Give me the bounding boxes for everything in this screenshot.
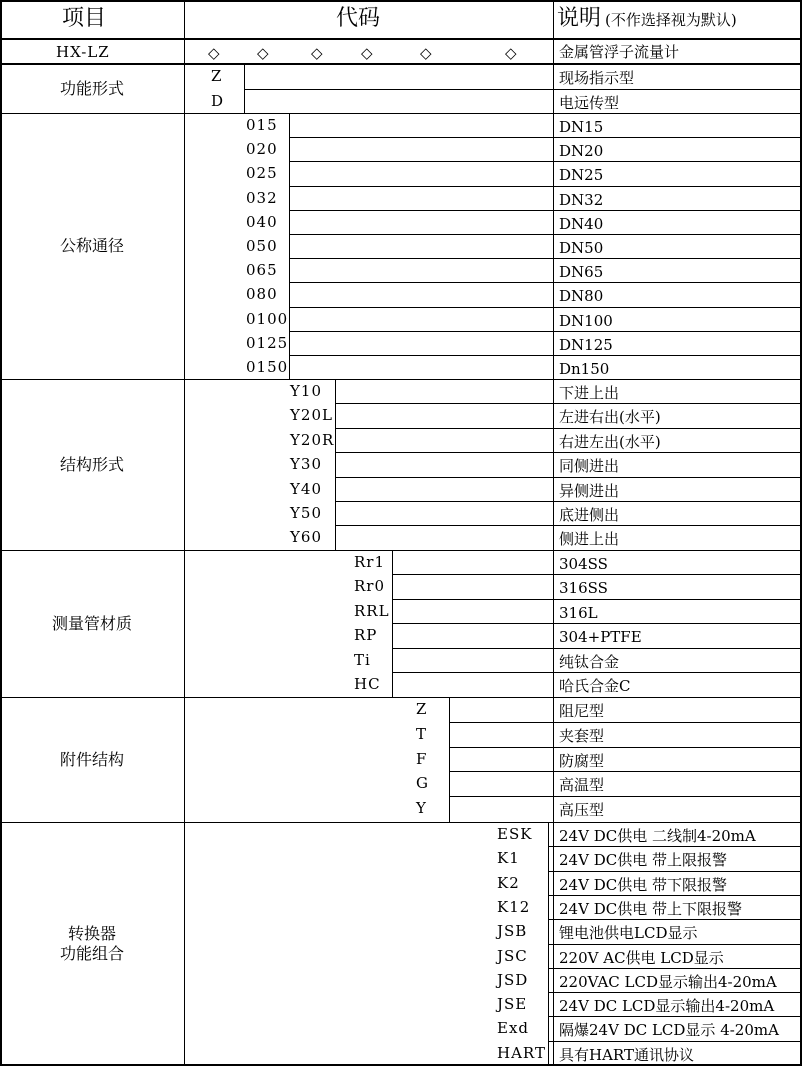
option-desc: 异侧进出: [559, 481, 620, 500]
option-desc: 同侧进出: [559, 457, 620, 476]
row-rule: [335, 477, 801, 478]
option-desc: 隔爆24V DC LCD显示 4-20mA: [559, 1021, 779, 1040]
section-rule: [0, 64, 802, 65]
row-rule: [548, 1016, 801, 1017]
header-rule: [0, 38, 802, 40]
option-code: G: [416, 774, 429, 793]
diamond-marker: ◇: [361, 44, 373, 62]
row-rule: [449, 771, 801, 772]
row-rule: [289, 331, 801, 332]
section-label: 附件结构: [59, 749, 124, 769]
model-code: HX-LZ: [56, 43, 110, 61]
option-desc: 高压型: [559, 801, 605, 820]
row-rule: [548, 871, 801, 872]
option-desc: DN40: [559, 214, 604, 233]
model-desc: 金属管浮子流量计: [559, 43, 680, 61]
option-desc: 24V DC供电 带上限报警: [559, 851, 727, 870]
diamond-marker: ◇: [505, 44, 517, 62]
option-code: T: [416, 724, 428, 743]
option-code: K12: [497, 897, 531, 916]
header-desc: 说明: [557, 6, 602, 31]
option-desc: 电远传型: [559, 93, 620, 112]
option-desc: 夹套型: [559, 726, 605, 745]
option-code: 050: [246, 237, 278, 255]
option-desc: 底进侧出: [559, 506, 620, 524]
section-rule: [0, 113, 802, 114]
option-desc: 阻尼型: [559, 702, 605, 720]
row-rule: [335, 525, 801, 526]
header-item: 项目: [62, 6, 107, 31]
diamond-marker: ◇: [257, 44, 269, 62]
option-desc: 右进左出(水平): [559, 432, 661, 451]
code-rule: [449, 697, 450, 822]
option-desc: 锂电池供电LCD显示: [559, 924, 698, 943]
row-rule: [289, 186, 801, 187]
option-desc: DN100: [559, 311, 613, 330]
option-code: RRL: [354, 601, 390, 620]
item-col-rule: [184, 0, 185, 1066]
row-rule: [548, 919, 801, 920]
diamond-marker: ◇: [420, 44, 432, 62]
option-code: Y: [416, 799, 427, 818]
section-label: 转换器 功能组合: [59, 923, 124, 963]
option-code: HC: [354, 675, 381, 693]
option-code: 0100: [246, 309, 289, 328]
option-code: Exd: [497, 1019, 530, 1038]
option-code: 025: [246, 164, 278, 183]
option-code: Ti: [354, 650, 371, 669]
option-desc: 现场指示型: [559, 69, 635, 87]
option-desc: 24V DC供电 带上下限报警: [559, 899, 742, 918]
row-rule: [392, 672, 801, 673]
option-code: D: [211, 91, 225, 110]
option-code: JSC: [497, 946, 528, 965]
option-desc: 304+PTFE: [559, 628, 642, 647]
row-rule: [449, 747, 801, 748]
option-code: Y60: [290, 528, 322, 547]
option-code: Y40: [290, 479, 322, 498]
option-desc: Dn150: [559, 360, 610, 378]
option-code: Y30: [290, 455, 322, 474]
option-desc: 220VAC LCD显示输出4-20mA: [559, 972, 777, 991]
section-label: 功能形式: [59, 78, 124, 98]
option-code: 020: [246, 140, 278, 159]
row-rule: [335, 452, 801, 453]
option-code: 065: [246, 261, 278, 280]
option-code: JSD: [497, 970, 529, 989]
row-rule: [289, 307, 801, 308]
option-code: Y50: [290, 504, 322, 522]
option-desc: DN25: [559, 166, 604, 185]
row-rule: [548, 992, 801, 993]
option-desc: DN80: [559, 287, 604, 306]
row-rule: [289, 355, 801, 356]
option-desc: 220V AC供电 LCD显示: [559, 948, 724, 967]
option-code: Z: [416, 700, 428, 718]
section-rule: [0, 550, 802, 551]
option-code: ESK: [497, 825, 533, 843]
row-rule: [449, 796, 801, 797]
row-rule: [392, 599, 801, 600]
option-desc: 纯钛合金: [559, 652, 620, 671]
option-desc: 哈氏合金C: [559, 677, 631, 695]
row-rule: [335, 428, 801, 429]
option-desc: 下进上出: [559, 384, 620, 402]
option-desc: 24V DC LCD显示输出4-20mA: [559, 997, 775, 1016]
option-desc: 侧进上出: [559, 530, 620, 549]
option-desc: 左进右出(水平): [559, 408, 661, 427]
option-desc: 316L: [559, 603, 598, 622]
option-code: 032: [246, 188, 278, 207]
code-rule: [335, 379, 336, 550]
option-desc: DN15: [559, 118, 604, 136]
option-code: Rr1: [354, 553, 386, 571]
option-code: Z: [211, 67, 223, 85]
diamond-marker: ◇: [311, 44, 323, 62]
row-rule: [548, 1041, 801, 1042]
option-code: RP: [354, 626, 378, 645]
diamond-marker: ◇: [208, 44, 220, 62]
frame-left: [0, 0, 2, 1066]
desc-col-rule: [553, 0, 554, 1066]
option-desc: 316SS: [559, 579, 608, 598]
option-code: Y20L: [290, 406, 333, 425]
row-rule: [449, 722, 801, 723]
option-desc: DN125: [559, 335, 613, 354]
header-code: 代码: [336, 6, 381, 31]
option-desc: 具有HART通讯协议: [559, 1045, 694, 1064]
row-rule: [289, 258, 801, 259]
row-rule: [548, 895, 801, 896]
row-rule: [392, 648, 801, 649]
option-code: K2: [497, 873, 520, 892]
section-rule: [0, 379, 802, 380]
option-desc: DN32: [559, 190, 604, 209]
option-code: Rr0: [354, 577, 386, 596]
row-rule: [548, 846, 801, 847]
option-code: Y10: [290, 382, 322, 400]
row-rule: [548, 968, 801, 969]
row-rule: [289, 137, 801, 138]
option-desc: DN65: [559, 263, 604, 282]
row-rule: [244, 89, 801, 90]
row-rule: [548, 944, 801, 945]
option-code: 0125: [246, 333, 289, 352]
frame-top: [0, 0, 802, 2]
option-desc: 304SS: [559, 555, 608, 573]
row-rule: [392, 574, 801, 575]
option-desc: 24V DC供电 二线制4-20mA: [559, 827, 756, 845]
section-label: 测量管材质: [51, 613, 132, 633]
option-desc: 防腐型: [559, 751, 605, 770]
option-code: HART: [497, 1043, 546, 1062]
section-rule: [0, 697, 802, 698]
row-rule: [392, 623, 801, 624]
option-desc: 高温型: [559, 776, 605, 795]
option-code: JSE: [497, 995, 528, 1014]
code-rule: [289, 113, 290, 379]
option-code: K1: [497, 849, 520, 868]
option-code: 040: [246, 212, 278, 231]
option-code: Y20R: [290, 430, 335, 449]
row-rule: [289, 210, 801, 211]
option-code: JSB: [497, 922, 528, 941]
option-code: 080: [246, 285, 278, 304]
header-desc-note: (不作选择视为默认): [605, 11, 737, 29]
option-code: 015: [246, 116, 278, 134]
option-desc: DN20: [559, 142, 604, 161]
row-rule: [335, 501, 801, 502]
row-rule: [289, 282, 801, 283]
section-rule: [0, 822, 802, 823]
row-rule: [289, 234, 801, 235]
option-code: 0150: [246, 358, 289, 376]
row-rule: [289, 161, 801, 162]
option-code: F: [416, 749, 428, 768]
option-desc: 24V DC供电 带下限报警: [559, 875, 727, 894]
row-rule: [335, 403, 801, 404]
option-desc: DN50: [559, 239, 604, 257]
section-label: 公称通径: [59, 236, 124, 255]
section-label: 结构形式: [59, 454, 124, 474]
